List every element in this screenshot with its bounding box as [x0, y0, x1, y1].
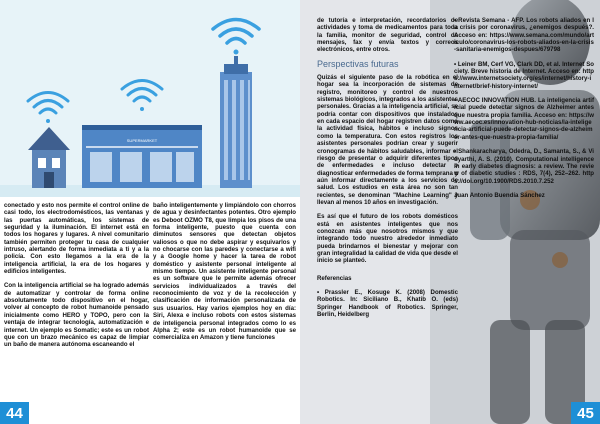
page-number-left: 44 — [0, 402, 29, 424]
building-sign: SUPERMARKET — [126, 138, 158, 143]
reference-item: • Shankaracharya, Odedra, D., Samanta, S., & Vidyarthi, A. S. (2010). Computational intelligence in early diabetes diagnosis: a review. The review of diabetic studies : RDS, 7(4), 252–262. https://doi.org/10.1900/RDS.2010.7.252 — [454, 148, 594, 185]
paragraph: de tutoría e interpretación, recordatorios de actividades y toma de medicamentos para toda la familia, monitor de seguridad, control de mensajes, fax y envía textos y correos electrónicos, entre otros. — [317, 17, 458, 54]
paragraph: conectado y esto nos permite el control online de casi todo, los electrodomésticos, las ventanas y las puertas automáticas, los sistemas de seguridad y la iluminación. El internet está en todos los hogares y lugares. A nivel comunitario también permiten proteger tu casa de cualquier intruso, alertando de forma inmediata a ti y a la policía. Con esto llegamos a la era de la inteligencia artificial, la era de los hogares y edificios inteligentes. — [4, 202, 149, 276]
section-heading: Perspectivas futuras — [317, 58, 399, 69]
reference-item: • Prassler E., Kosuge K. (2008) Domestic Robotics. In: Siciliano B., Khatib O. (eds) Springer Handbook of Robotics. Springer, Berlin, Heidelberg — [317, 289, 458, 319]
right-column-1 — [317, 17, 458, 325]
paragraph: baño inteligentemente y limpiándolo con chorros de agua y desinfectantes potentes. Otro ejemplo es Deboot OZMO T8, que limpia los pisos de una forma inteligente, puesto que cuenta con diminutos sensores que detectan objetos valiosos o que no debe aspirar y esquivarlos y no chocarse con las paredes y conectarse a wifi y a Google home y hacer la tarea de robot doméstico y asistente personal inteligente al mismo tiempo. Un asistente inteligente personal es un software que le permite además ofrecer servicios individualizados a través del reconocimiento de voz y de la recolección y clasificación de información personalizada de sus usuarios. Hay varios ejemplos hoy en día: Siri, Alexa e incluso robots con estos sistemas de inteligencia personal integrados como lo es Alpha 2; este es un robot humanoide que se comercializa en Amazon y tiene funciones — [153, 202, 296, 342]
reference-item: • Leiner BM, Cerf VG, Clark DD, et al. Internet Society. Breve historia de Internet. Acceso en: https://www.internetsociety.org/es/internet/history-internet/brief-history-internet/ — [454, 60, 594, 90]
right-page — [300, 0, 600, 424]
paragraph: Es así que el futuro de los robots domésticos está en asistentes inteligentes que nos conozcan más que nosotros mismos y que integrando todo nuestro alrededor inmediato pueda brindarnos el bienestar y mejorar con gran integralidad la calidad de vida que desde el inicio se planteó. — [317, 213, 458, 265]
skyscraper-icon — [220, 56, 252, 188]
left-column-1 — [4, 202, 149, 356]
paragraph: Con la inteligencia artificial se ha logrado además de automatizar y controlar de forma online absolutamente todo dispositivo en el hogar, volver al concepto de robot humanoide pensado inicialmente como HERO y TOPO, pero con la ventaja de integrar tecnología, automatización e internet. Un ejemplo es Somatic; este es un robot que con un brazo mecánico es capaz de limpiar un baño de manera autónoma escaneando el — [4, 282, 149, 349]
reference-item: • AECOC INNOVATION HUB. La inteligencia artificial puede detectar signos de Alzheimer antes que nuestra propia familia. Acceso en: https://www.aecoc.es/innovation-hub-noticias/la-inteligencia-artificial-puede-detectar-signos-de-alzheimer-antes-que-nuestra-propia-familia/ — [454, 97, 594, 141]
author-name: Juan Antonio Buendía Sánchez — [454, 191, 545, 199]
left-column-2 — [153, 202, 296, 349]
paragraph: Quizás el siguiente paso de la robótica en el hogar sea la incorporación de sistemas de registro, monitoreo y control de nuestros sistemas biológicos, integrados a los asistentes personales. Gracias a la inteligencia artificial, se podría contar con dispositivos que instalados en cada espacio del hogar registren datos como la actividad física, hábitos e incluso signos como la temperatura. Con estos registros los asistentes personales podrían crear y sugerir cronogramas de hábitos saludables, informar el riesgo de presentar o adquirir diferentes tipos de enfermedades e incluso detectar o diagnosticar enfermedades de forma temprana y aún informar directamente a los servicios de salud. Los estudios en esta área no son tan recientes, se denominan "Machine Learning" y llevan al menos 10 años en investigación. — [317, 74, 458, 206]
page-number-right: 45 — [571, 402, 600, 424]
references-title: Referencias — [317, 274, 352, 282]
supermarket-icon — [82, 125, 202, 188]
smart-city-illustration — [0, 0, 300, 197]
right-column-2 — [454, 17, 594, 206]
reference-item: • Revista Semana - AFP. Los robots aliados en la crisis por coronavirus, ¿enemigos después?. Acceso en: https://www.semana.com/mundo/articulo/coronavirus-los-robots-aliados-en-la-crisis-sanitaria-enemigos-despues/679798 — [454, 17, 594, 54]
